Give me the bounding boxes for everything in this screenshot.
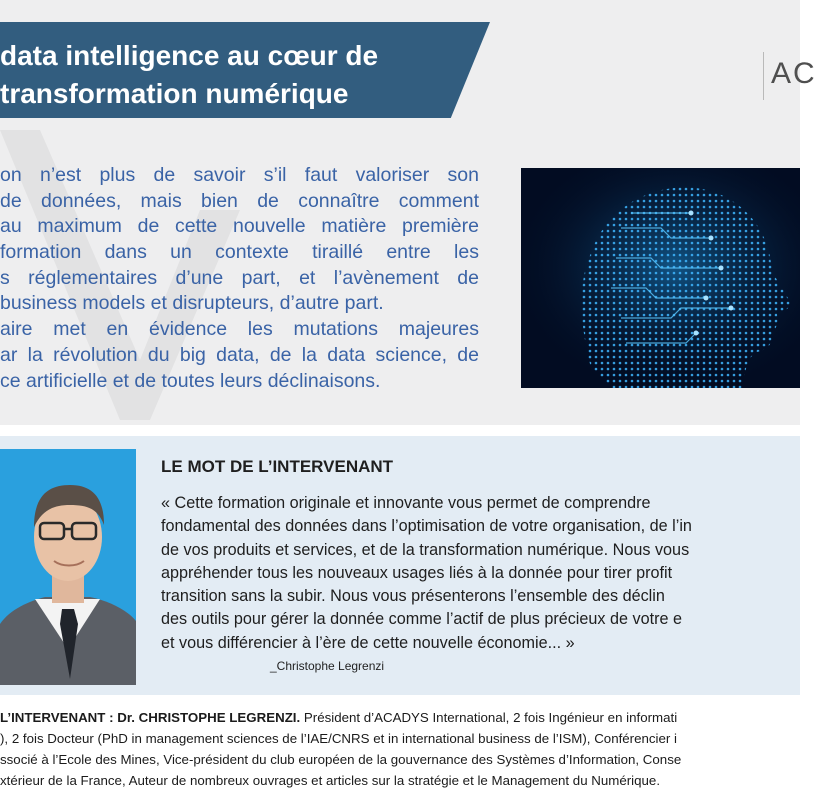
speaker-quote [161,492,800,655]
bio-line: xtérieur de la France, Auteur de nombreux ouvrages et articles sur la stratégie et le Management du Numérique. [0,773,661,788]
bio-line [0,707,800,728]
intro-line: business models et disrupteurs, d’autre part. [0,292,384,315]
brand-logo: AC [771,57,817,90]
quote-line: des outils pour gérer la donnée comme l’actif de plus précieux de votre e [161,610,682,629]
title-line-1: data intelligence au cœur de [0,40,379,71]
intro-line: aire met en évidence les mutations majeures [0,318,479,341]
intro-line: s réglementaires d’une part, et l’avènement de [0,266,479,289]
speaker-photo [0,449,136,685]
quote-line: de vos produits et services, et de la transformation numérique. Nous vous [161,540,690,559]
speaker-bio [0,707,800,791]
bio-line: ), 2 fois Docteur (PhD in management sciences de l’IAE/CNRS et in international business de l’ISM), Conférencier i [0,731,677,746]
intro-line: formation dans un contexte tiraillé entre les [0,241,479,264]
intro-line: ce artificielle et de toutes leurs déclinaisons. [0,369,381,392]
bio-line-1-rest: Président d’ACADYS International, 2 fois Ingénieur en informati [300,710,678,725]
intro-paragraph [0,163,479,394]
quote-line: appréhender tous les nouveaux usages liés à la donnée pour tirer profit [161,563,673,582]
quote-line: transition sans la subir. Nous vous présenterons l’ensemble des déclin [161,587,665,606]
quote-line: « Cette formation originale et innovante vous permet de comprendre [161,494,651,512]
quote-signature: _Christophe Legrenzi [270,659,385,673]
bio-line: ssocié à l’Ecole des Mines, Vice-président du club européen de la gouvernance des Systèmes d’Information, Conse [0,752,682,767]
ai-head-image [521,168,800,388]
intro-line: ar la révolution du big data, de la data science, de [0,343,479,366]
quote-line: fondamental des données dans l’optimisation de votre organisation, de l’in [161,517,692,536]
intro-line: on n’est plus de savoir s’il faut valoriser son [0,164,479,186]
intro-line: au maximum de cette nouvelle matière première [0,215,479,238]
title-line-2: transformation numérique [0,78,349,109]
quote-line: et vous différencier à l’ère de cette nouvelle économie... » [161,633,575,652]
speaker-word-heading: LE MOT DE L’INTERVENANT [161,457,394,476]
bio-lead: L’INTERVENANT : Dr. CHRISTOPHE LEGRENZI. [0,710,301,725]
intro-line: de données, mais bien de connaître comment [0,189,479,212]
brand-divider [763,52,764,100]
